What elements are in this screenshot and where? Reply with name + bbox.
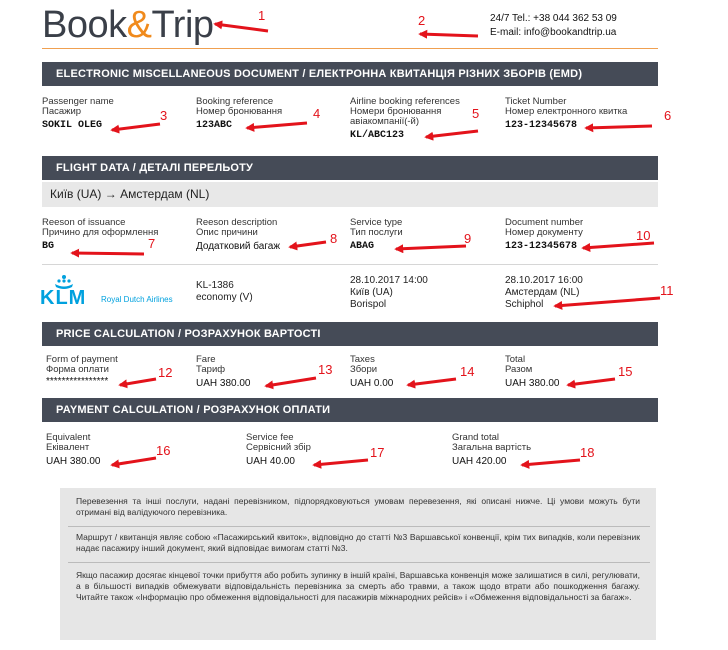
annotation-16: 16 <box>156 443 171 458</box>
emd-section-header: ELECTRONIC MISCELLANEOUS DOCUMENT / ЕЛЕКТРОННА КВИТАНЦІЯ РІЗНИХ ЗБОРІВ (EMD) <box>42 62 658 86</box>
equivalent-value: UAH 380.00 <box>46 456 101 467</box>
arrow-3 <box>112 124 160 130</box>
annotation-18: 18 <box>580 445 595 460</box>
price-section-header: PRICE CALCULATION / РОЗРАХУНОК ВАРТОСТІ <box>42 322 658 346</box>
annotation-17: 17 <box>370 445 385 460</box>
ticket-field: Ticket Number Номер електронного квитка 123-12345678 <box>505 96 628 131</box>
departure-airport: Borispol <box>350 299 387 310</box>
taxes-value: UAH 0.00 <box>350 378 394 389</box>
airline-booking-value: KL/ABC123 <box>350 130 405 141</box>
flight-divider <box>42 264 658 265</box>
annotation-7: 7 <box>148 236 156 251</box>
klm-wordmark: KLM <box>40 287 87 309</box>
arrow-15 <box>568 379 615 385</box>
legal-notice <box>60 488 656 640</box>
total-field: Total Разом UAH 380.00 <box>505 354 560 389</box>
arrow-16 <box>112 458 156 465</box>
email-text: E-mail: info@bookandtrip.ua <box>490 27 617 38</box>
arrival-airport: Schiphol <box>505 299 544 310</box>
payment-section-header: PAYMENT CALCULATION / РОЗРАХУНОК ОПЛАТИ <box>42 398 658 422</box>
annotation-8: 8 <box>330 231 338 246</box>
annotation-2: 2 <box>418 13 426 28</box>
arrow-13 <box>266 378 316 386</box>
ticket-value: 123-12345678 <box>505 120 578 131</box>
service-type-field: Service type Тип послуги ABAG <box>350 217 403 252</box>
booking-field: Booking reference Номер бронювання 123ABC <box>196 96 283 131</box>
flight-info <box>196 280 253 304</box>
equivalent-field: Equivalent Еківалент UAH 380.00 <box>46 432 101 467</box>
description-field: Reeson description Опис причини Додатковий багаж <box>196 217 281 252</box>
arrow-14 <box>408 379 456 385</box>
arrival-time: 28.10.2017 16:00 <box>505 275 583 286</box>
legal-paragraph-1: Перевезення та інші послуги, надані перевізником, підпорядковуються умовам перевезення, які описані нижче. Ці умови можуть бути отримані від валідуючого перевізника. <box>76 496 640 517</box>
annotation-14: 14 <box>460 364 475 379</box>
legal-divider <box>68 562 650 563</box>
service-type-value: ABAG <box>350 241 375 252</box>
arrival-city: Амстердам (NL) <box>505 287 580 298</box>
arrow-1 <box>215 24 268 31</box>
klm-name: Royal Dutch Airlines <box>101 295 173 304</box>
legal-paragraph-2: Маршрут / квитанція являє собою «Пасажирський квиток», відповідно до статті №3 Варшавської конвенції, крім тих випадків, коли перевізник надає пасажиру інший документ, який відповідає вимогам статті №3. <box>76 532 640 553</box>
bookandtrip-logo: Book&Trip <box>42 4 214 46</box>
annotation-5: 5 <box>472 106 480 121</box>
annotation-12: 12 <box>158 365 173 380</box>
service-fee-value: UAH 40.00 <box>246 456 295 467</box>
grand-total-field: Grand total Загальна вартість UAH 420.00 <box>452 432 532 467</box>
annotation-13: 13 <box>318 362 333 377</box>
arrow-7 <box>72 253 144 254</box>
taxes-field: Taxes Збори UAH 0.00 <box>350 354 394 389</box>
fare-value: UAH 380.00 <box>196 378 251 389</box>
legal-divider <box>68 526 650 527</box>
service-fee-field: Service fee Сервісний збір UAH 40.00 <box>246 432 311 467</box>
annotation-10: 10 <box>636 228 651 243</box>
departure-time: 28.10.2017 14:00 <box>350 275 428 286</box>
annotation-9: 9 <box>464 231 472 246</box>
description-value: Додатковий багаж <box>196 241 281 252</box>
passenger-value: SOKIL OLEG <box>42 120 103 131</box>
annotation-15: 15 <box>618 364 633 379</box>
legal-paragraph-3: Якщо пасажир досягає кінцевої точки прибуття або робить зупинку в іншій країні, Варшавська конвенція може залишатися в силі, регулювати, а в більшості випадків обмежувати відповідальність перевізника за смерть або травми, а також щодо втрати або пошкодження багажу. Читайте також «Інформацію про обмеження відповідальності для пасажирів міжнародних рейсів» і «Обмеження відповідальності за багаж». <box>76 570 640 602</box>
annotation-6: 6 <box>664 108 672 123</box>
flight-section-header: FLIGHT DATA / ДЕТАЛІ ПЕРЕЛЬОТУ <box>42 156 658 180</box>
form-of-payment-value: **************** <box>46 376 109 387</box>
arrow-17 <box>314 460 368 465</box>
grand-total-value: UAH 420.00 <box>452 456 507 467</box>
cabin-class: economy (V) <box>196 292 253 303</box>
form-of-payment-field: Form of payment Форма оплати **************** <box>46 354 118 387</box>
departure-city: Київ (UA) <box>350 287 393 298</box>
fare-field: Fare Тариф UAH 380.00 <box>196 354 251 389</box>
contact-info <box>490 12 617 40</box>
airline-booking-field: Airline booking references Номери бронювання авіакомпанії(-й) KL/ABC123 <box>350 96 460 141</box>
klm-logo <box>40 273 190 313</box>
phone-text: 24/7 Tel.: +38 044 362 53 09 <box>490 13 617 24</box>
document-number-field: Document number Номер документу 123-12345678 <box>505 217 584 252</box>
departure-info <box>350 275 428 311</box>
annotation-1: 1 <box>258 8 266 23</box>
reason-field: Reeson of issuance Причино для оформлення BG <box>42 217 159 252</box>
arrow-2 <box>420 34 478 36</box>
arrival-info <box>505 275 583 311</box>
booking-value: 123ABC <box>196 120 233 131</box>
arrow-9 <box>396 246 466 249</box>
annotation-4: 4 <box>313 106 321 121</box>
flight-number: KL-1386 <box>196 280 234 291</box>
header-divider <box>42 48 658 49</box>
total-value: UAH 380.00 <box>505 378 560 389</box>
annotation-3: 3 <box>160 108 168 123</box>
document-number-value: 123-12345678 <box>505 241 578 252</box>
arrow-12 <box>120 379 156 385</box>
annotation-11: 11 <box>660 283 674 298</box>
arrow-10 <box>583 243 654 248</box>
route-bar: Київ (UA) → Амстердам (NL) <box>42 182 658 207</box>
reason-value: BG <box>42 241 55 252</box>
arrow-8 <box>290 242 326 247</box>
passenger-field: Passenger name Пасажир SOKIL OLEG <box>42 96 114 131</box>
